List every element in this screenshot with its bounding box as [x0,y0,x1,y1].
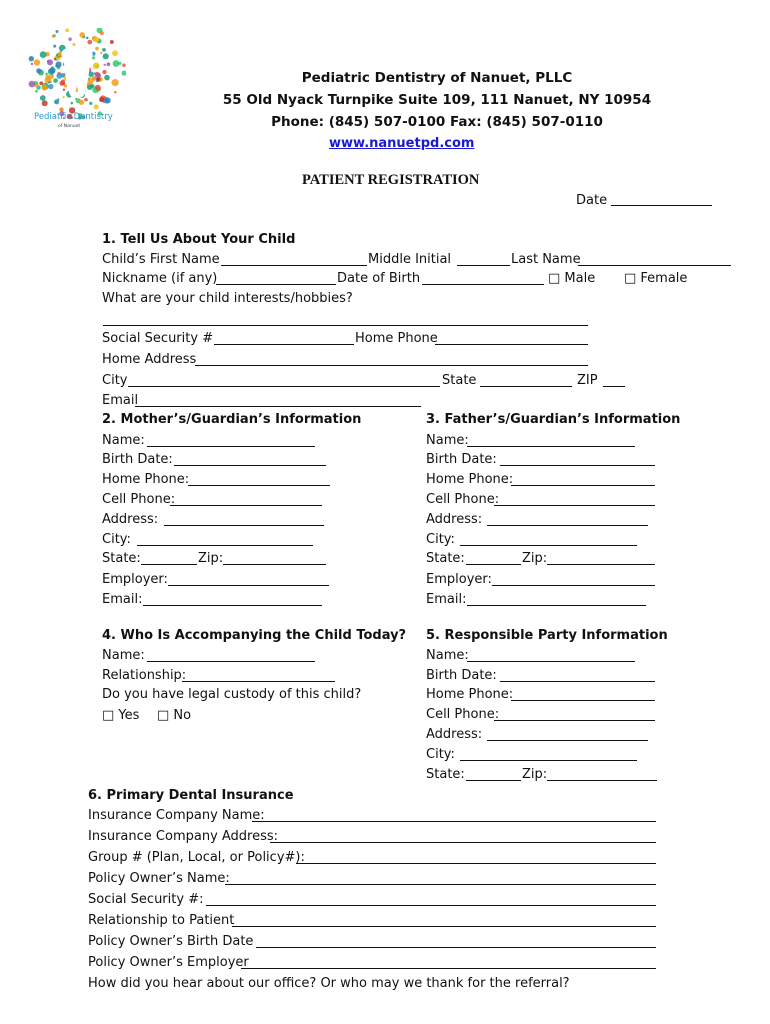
mother-employer-label: Employer: [102,572,168,587]
policy-ssn-field[interactable] [206,905,656,906]
policy-owner-employer-label: Policy Owner’s Employer [88,955,249,970]
relationship-to-patient-field[interactable] [232,926,656,927]
father-birthdate-label: Birth Date: [426,452,497,467]
practice-address: 55 Old Nyack Turnpike Suite 109, 111 Nanuet, NY 10954 [222,92,652,108]
insurance-company-name-field[interactable] [252,821,656,822]
mother-home-phone-field[interactable] [188,485,330,486]
middle-initial-label: Middle Initial [368,252,452,267]
home-address-field[interactable] [195,365,588,366]
form-title: PATIENT REGISTRATION [302,172,480,188]
resp-city-label: City: [426,747,455,762]
female-checkbox[interactable]: □ Female [624,271,688,286]
mother-zip-label: Zip: [198,551,224,566]
resp-city-field[interactable] [460,760,637,761]
email-field[interactable] [135,406,421,407]
father-home-phone-field[interactable] [511,485,655,486]
resp-address-field[interactable] [487,740,648,741]
father-email-label: Email: [426,592,467,607]
home-address-label: Home Address [102,352,197,367]
policy-ssn-label: Social Security #: [88,892,204,907]
resp-home-phone-field[interactable] [511,700,655,701]
section1-heading: 1. Tell Us About Your Child [102,232,296,247]
home-phone-label: Home Phone [355,331,438,346]
father-name-field[interactable] [467,446,635,447]
nickname-label: Nickname (if any) [102,271,218,286]
group-number-label: Group # (Plan, Local, or Policy#): [88,850,305,865]
interests-field[interactable] [103,325,588,326]
father-city-field[interactable] [460,545,637,546]
section2-heading: 2. Mother’s/Guardian’s Information [102,412,362,427]
interests-label: What are your child interests/hobbies? [102,291,353,306]
date-field[interactable] [611,205,712,206]
mother-home-phone-label: Home Phone: [102,472,190,487]
dob-field[interactable] [422,284,544,285]
nickname-field[interactable] [216,284,336,285]
policy-owner-birthdate-label: Policy Owner’s Birth Date [88,934,254,949]
first-name-field[interactable] [221,265,367,266]
resp-zip-label: Zip: [522,767,548,782]
father-employer-field[interactable] [492,585,655,586]
father-cell-phone-field[interactable] [494,505,655,506]
father-state-label: State: [426,551,465,566]
mother-name-field[interactable] [147,446,315,447]
custody-no-checkbox[interactable]: □ No [157,708,192,723]
resp-zip-field[interactable] [547,780,657,781]
resp-name-label: Name: [426,648,469,663]
mother-cell-phone-label: Cell Phone: [102,492,176,507]
policy-owner-name-label: Policy Owner’s Name: [88,871,230,886]
section6-heading: 6. Primary Dental Insurance [88,788,294,803]
father-cell-phone-label: Cell Phone: [426,492,500,507]
policy-owner-employer-field[interactable] [241,968,656,969]
relationship-to-patient-label: Relationship to Patient [88,913,235,928]
first-name-label: Child’s First Name [102,252,220,267]
insurance-company-address-label: Insurance Company Address: [88,829,279,844]
mother-birthdate-field[interactable] [174,465,326,466]
father-city-label: City: [426,532,455,547]
mother-state-label: State: [102,551,141,566]
resp-address-label: Address: [426,727,483,742]
group-number-field[interactable] [296,863,656,864]
accompany-name-label: Name: [102,648,145,663]
custody-yes-checkbox[interactable]: □ Yes [102,708,140,723]
father-name-label: Name: [426,433,469,448]
email-label: Email [102,393,139,408]
custody-question: Do you have legal custody of this child? [102,687,362,702]
mother-employer-field[interactable] [168,585,329,586]
referral-question: How did you hear about our office? Or who may we thank for the referral? [88,976,570,991]
date-label: Date [576,193,608,208]
father-state-field[interactable] [466,564,521,565]
city-field[interactable] [128,386,440,387]
home-phone-field[interactable] [435,344,588,345]
last-name-label: Last Name [511,252,581,267]
relationship-label: Relationship: [102,668,187,683]
male-checkbox[interactable]: □ Male [548,271,596,286]
relationship-field[interactable] [182,681,335,682]
father-address-field[interactable] [487,525,648,526]
mother-email-field[interactable] [143,605,322,606]
zip-field[interactable] [603,386,625,387]
state-label: State [442,373,477,388]
practice-name: Pediatric Dentistry of Nanuet, PLLC [301,70,573,86]
ssn-field[interactable] [214,344,354,345]
father-employer-label: Employer: [426,572,492,587]
resp-birthdate-field[interactable] [500,681,655,682]
resp-name-field[interactable] [467,661,635,662]
section3-heading: 3. Father’s/Guardian’s Information [426,412,681,427]
resp-cell-phone-label: Cell Phone: [426,707,500,722]
father-email-field[interactable] [467,605,646,606]
policy-owner-name-field[interactable] [225,884,656,885]
middle-initial-field[interactable] [457,265,510,266]
zip-label: ZIP [577,373,598,388]
father-birthdate-field[interactable] [500,465,655,466]
mother-address-label: Address: [102,512,159,527]
section5-heading: 5. Responsible Party Information [426,628,668,643]
mother-name-label: Name: [102,433,145,448]
mother-cell-phone-field[interactable] [170,505,322,506]
ssn-label: Social Security # [102,331,214,346]
resp-home-phone-label: Home Phone: [426,687,514,702]
last-name-field[interactable] [578,265,731,266]
city-label: City [102,373,128,388]
resp-state-field[interactable] [466,780,521,781]
insurance-company-address-field[interactable] [270,842,656,843]
father-home-phone-label: Home Phone: [426,472,514,487]
insurance-company-name-label: Insurance Company Name: [88,808,265,823]
mother-address-field[interactable] [164,525,324,526]
dob-label: Date of Birth [337,271,421,286]
mother-zip-field[interactable] [223,564,326,565]
practice-website-link[interactable]: www.nanuetpd.com [329,136,475,151]
father-zip-field[interactable] [547,564,655,565]
logo-subtext: of Nanuet [58,124,81,129]
father-zip-label: Zip: [522,551,548,566]
mother-state-field[interactable] [141,564,197,565]
father-address-label: Address: [426,512,483,527]
section4-heading: 4. Who Is Accompanying the Child Today? [102,628,407,643]
mother-birthdate-label: Birth Date: [102,452,173,467]
mother-city-field[interactable] [137,545,313,546]
mother-email-label: Email: [102,592,143,607]
resp-birthdate-label: Birth Date: [426,668,497,683]
policy-owner-birthdate-field[interactable] [256,947,656,948]
logo-text: Pediatric Dentistry [34,112,113,122]
resp-state-label: State: [426,767,465,782]
practice-phone: Phone: (845) 507-0100 Fax: (845) 507-0110 [271,114,603,130]
mother-city-label: City: [102,532,131,547]
state-field[interactable] [480,386,572,387]
resp-cell-phone-field[interactable] [494,720,655,721]
accompany-name-field[interactable] [147,661,315,662]
